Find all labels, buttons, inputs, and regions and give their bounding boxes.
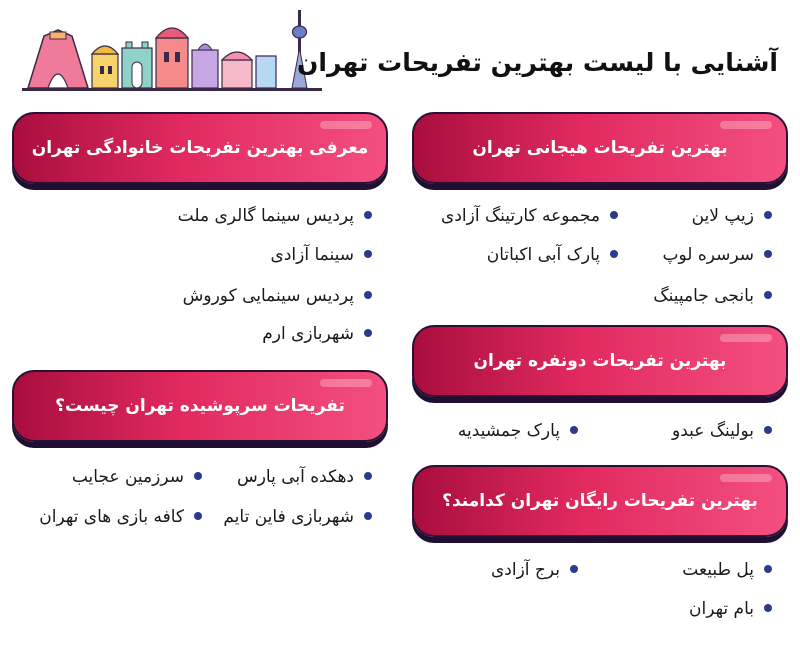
building-purple xyxy=(192,50,218,88)
banner-shine xyxy=(720,474,772,482)
list-item-text: مجموعه کارتینگ آزادی xyxy=(441,206,600,226)
list-item-text: پل طبیعت xyxy=(682,560,754,580)
building-yellow xyxy=(92,54,118,88)
banner-shine xyxy=(720,334,772,342)
list-item-text: بولینگ عبدو xyxy=(672,421,754,441)
dome-yellow xyxy=(92,46,118,54)
bullet-dot-icon xyxy=(764,211,772,219)
dome-purple xyxy=(198,44,212,50)
window xyxy=(100,66,104,74)
bullet-dot-icon xyxy=(570,426,578,434)
bullet-dot-icon xyxy=(364,211,372,219)
list-item-text: دهکده آبی پارس xyxy=(236,467,354,487)
list-item-text: پردیس سینمایی کوروش xyxy=(182,286,354,306)
dome-pink xyxy=(222,52,252,60)
section-heading-free xyxy=(412,465,788,537)
list-item-text: پردیس سینما گالری ملت xyxy=(177,206,354,226)
list-item-text: شهربازی ارم xyxy=(262,324,354,344)
list-item-text: برج آزادی xyxy=(490,560,560,580)
list-item-text: پارک آبی اکباتان xyxy=(486,245,600,265)
bullet-dot-icon xyxy=(364,291,372,299)
section-heading-text: معرفی بهترین تفریحات خانوادگی تهران xyxy=(31,138,369,158)
building-pink xyxy=(222,60,252,88)
bullet-dot-icon xyxy=(610,211,618,219)
banner-shine xyxy=(720,121,772,129)
list-item-text: پارک جمشیدیه xyxy=(457,421,560,441)
list-item xyxy=(692,205,772,227)
building-blue xyxy=(256,56,276,88)
list-item-text: سرزمین عجایب xyxy=(71,467,184,487)
bullet-dot-icon xyxy=(194,472,202,480)
list-item-text: سرسره لوپ xyxy=(662,245,754,265)
bullet-dot-icon xyxy=(764,250,772,258)
bullet-dot-icon xyxy=(764,565,772,573)
bullet-dot-icon xyxy=(364,512,372,520)
window xyxy=(175,52,180,62)
bullet-dot-icon xyxy=(764,604,772,612)
list-item-text: سینما آزادی xyxy=(270,245,354,265)
list-item xyxy=(653,285,772,307)
list-item-text: شهربازی فاین تایم xyxy=(223,507,354,527)
list-item xyxy=(72,466,202,488)
section-heading-text: بهترین تفریحات هیجانی تهران xyxy=(472,138,728,158)
bullet-dot-icon xyxy=(364,250,372,258)
bullet-dot-icon xyxy=(570,565,578,573)
tower-cap xyxy=(142,42,148,48)
list-item-text: بانجی جامپینگ xyxy=(653,286,754,306)
list-item-text: زیپ لاین xyxy=(691,206,754,226)
list-item xyxy=(262,323,372,345)
tower-cap xyxy=(126,42,132,48)
list-item xyxy=(223,506,372,528)
banner-shine xyxy=(320,121,372,129)
list-item-text: بام تهران xyxy=(689,599,754,619)
list-item xyxy=(487,244,618,266)
building-red xyxy=(156,38,188,88)
bullet-dot-icon xyxy=(364,472,372,480)
door xyxy=(132,62,142,88)
bullet-dot-icon xyxy=(364,329,372,337)
bullet-dot-icon xyxy=(764,291,772,299)
section-heading-text: بهترین تفریحات دونفره تهران xyxy=(473,351,727,371)
list-item xyxy=(662,244,772,266)
window xyxy=(108,66,112,74)
section-heading-indoor xyxy=(12,370,388,442)
section-heading-family xyxy=(12,112,388,184)
list-item xyxy=(441,205,618,227)
bullet-dot-icon xyxy=(194,512,202,520)
milad-tower-head xyxy=(293,26,307,38)
tehran-skyline-illustration xyxy=(22,8,322,94)
bullet-dot-icon xyxy=(764,426,772,434)
section-heading-couple xyxy=(412,325,788,397)
list-item xyxy=(183,285,372,307)
section-heading-text: تفریحات سرپوشیده تهران چیست؟ xyxy=(55,396,345,416)
list-item xyxy=(689,598,772,620)
azadi-top xyxy=(50,32,66,39)
list-item xyxy=(672,420,772,442)
list-item xyxy=(271,244,372,266)
list-item xyxy=(458,420,578,442)
page-title: آشنایی با لیست بهترین تفریحات تهران xyxy=(297,48,778,77)
section-heading-text: بهترین تفریحات رایگان تهران کدامند؟ xyxy=(442,491,758,511)
list-item xyxy=(178,205,372,227)
section-heading-exciting xyxy=(412,112,788,184)
list-item-text: کافه بازی های تهران xyxy=(39,507,184,527)
list-item xyxy=(237,466,372,488)
list-item xyxy=(682,559,772,581)
list-item xyxy=(491,559,578,581)
dome-red xyxy=(156,28,188,38)
banner-shine xyxy=(320,379,372,387)
window xyxy=(164,52,169,62)
list-item xyxy=(39,506,202,528)
bullet-dot-icon xyxy=(610,250,618,258)
